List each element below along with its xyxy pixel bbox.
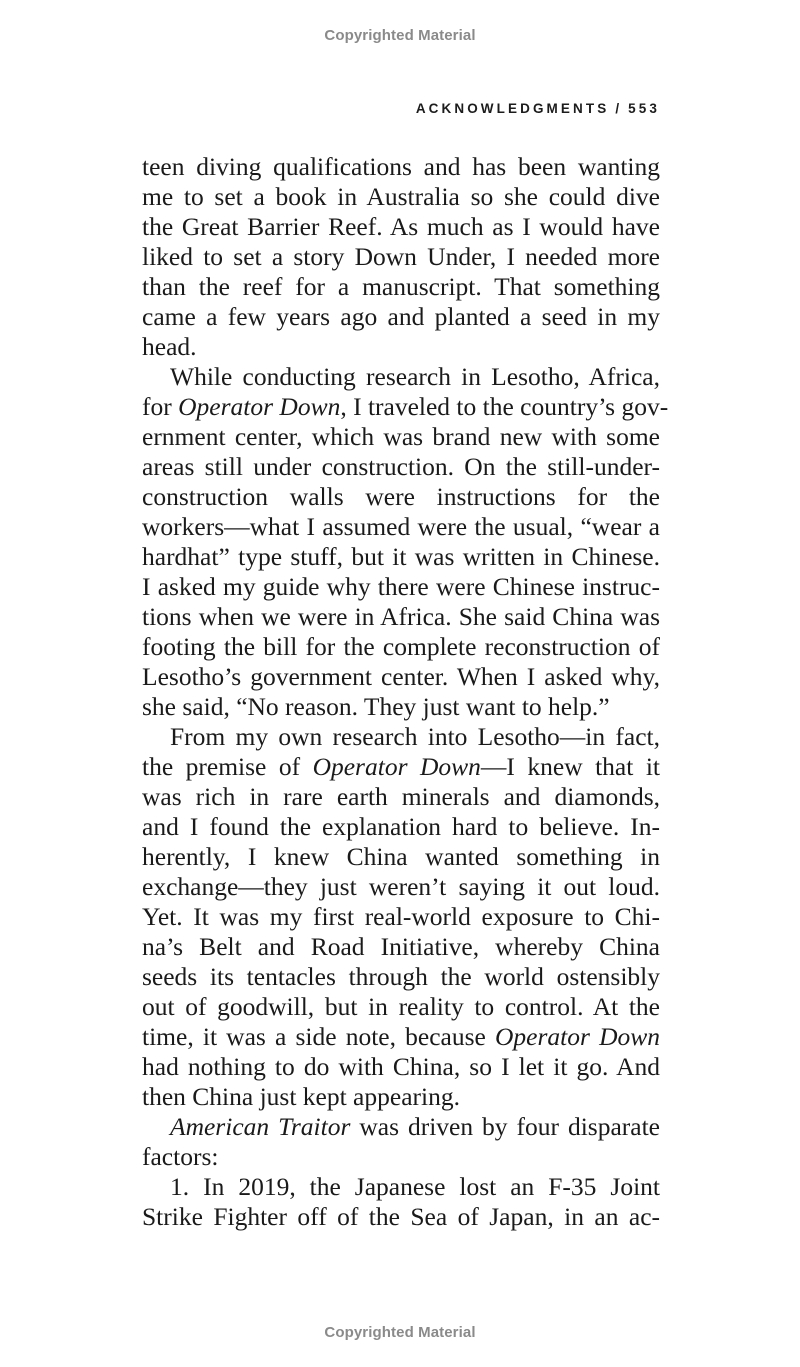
text-line: was rich in rare earth minerals and diamonds,	[142, 782, 660, 811]
text-line: workers—what I assumed were the usual, “wear a	[142, 512, 660, 541]
running-head	[416, 101, 660, 116]
text-line: had nothing to do with China, so I let it go. And	[142, 1052, 660, 1081]
text-line: Strike Fighter off of the Sea of Japan, in an ac-	[142, 1202, 660, 1231]
book-title: Operator Down	[312, 752, 481, 781]
book-title: Operator Down	[178, 392, 341, 421]
book-title: American Traitor	[170, 1112, 351, 1141]
text-line: came a few years ago and planted a seed in my	[142, 302, 660, 331]
text-line	[142, 392, 669, 422]
body-text	[142, 152, 669, 1232]
text-run: the premise of	[142, 752, 313, 781]
text-line: herently, I knew China wanted something in	[142, 842, 660, 871]
text-line: exchange—they just weren’t saying it out loud.	[142, 872, 660, 901]
running-head-section: ACKNOWLEDGMENTS	[415, 101, 610, 116]
text-line: she said, “No reason. They just want to help.”	[142, 692, 610, 721]
text-line: hardhat” type stuff, but it was written in Chinese.	[142, 542, 660, 571]
text-line: head.	[142, 332, 197, 361]
text-line: ernment center, which was brand new with some	[142, 422, 660, 451]
text-line: teen diving qualifications and has been wanting	[142, 152, 660, 181]
text-line: While conducting research in Lesotho, Africa,	[170, 362, 660, 391]
text-line: out of goodwill, but in reality to control. At the	[142, 992, 660, 1021]
text-line: factors:	[142, 1142, 219, 1171]
running-head-separator: /	[615, 101, 623, 116]
text-line: Lesotho’s government center. When I asked why,	[142, 662, 660, 691]
text-line: tions when we were in Africa. She said China was	[142, 602, 660, 631]
text-line: then China just kept appearing.	[142, 1082, 460, 1111]
text-line: footing the bill for the complete reconstruction of	[142, 632, 660, 661]
copyright-watermark-bottom: Copyrighted Material	[324, 1324, 476, 1341]
text-line: and I found the explanation hard to believe. In-	[142, 812, 660, 841]
text-run: —I knew that it	[480, 752, 660, 781]
text-line	[142, 1022, 660, 1052]
text-line: areas still under construction. On the still-under-	[142, 452, 660, 481]
text-line: From my own research into Lesotho—in fact,	[170, 722, 660, 751]
text-line	[142, 752, 660, 782]
text-run: was driven by four disparate	[350, 1112, 660, 1141]
text-run: time, it was a side note, because	[142, 1022, 495, 1051]
text-line: Yet. It was my first real-world exposure to Chi-	[142, 902, 660, 931]
book-title: Operator Down	[495, 1022, 660, 1051]
copyright-watermark-top: Copyrighted Material	[324, 27, 476, 44]
text-line: construction walls were instructions for the	[142, 482, 660, 511]
text-line: me to set a book in Australia so she could dive	[142, 182, 660, 211]
text-run: , I traveled to the country’s gov-	[340, 392, 669, 421]
page-number: 553	[628, 101, 660, 116]
text-line: the Great Barrier Reef. As much as I would have	[142, 212, 660, 241]
text-line: na’s Belt and Road Initiative, whereby China	[142, 932, 660, 961]
text-line: seeds its tentacles through the world ostensibly	[142, 962, 660, 991]
text-run: for	[142, 392, 179, 421]
text-line: 1. In 2019, the Japanese lost an F-35 Joint	[170, 1172, 660, 1201]
text-line: I asked my guide why there were Chinese instruc-	[142, 572, 660, 601]
text-line: liked to set a story Down Under, I needed more	[142, 242, 660, 271]
text-line: than the reef for a manuscript. That something	[142, 272, 660, 301]
text-line	[142, 1112, 660, 1142]
